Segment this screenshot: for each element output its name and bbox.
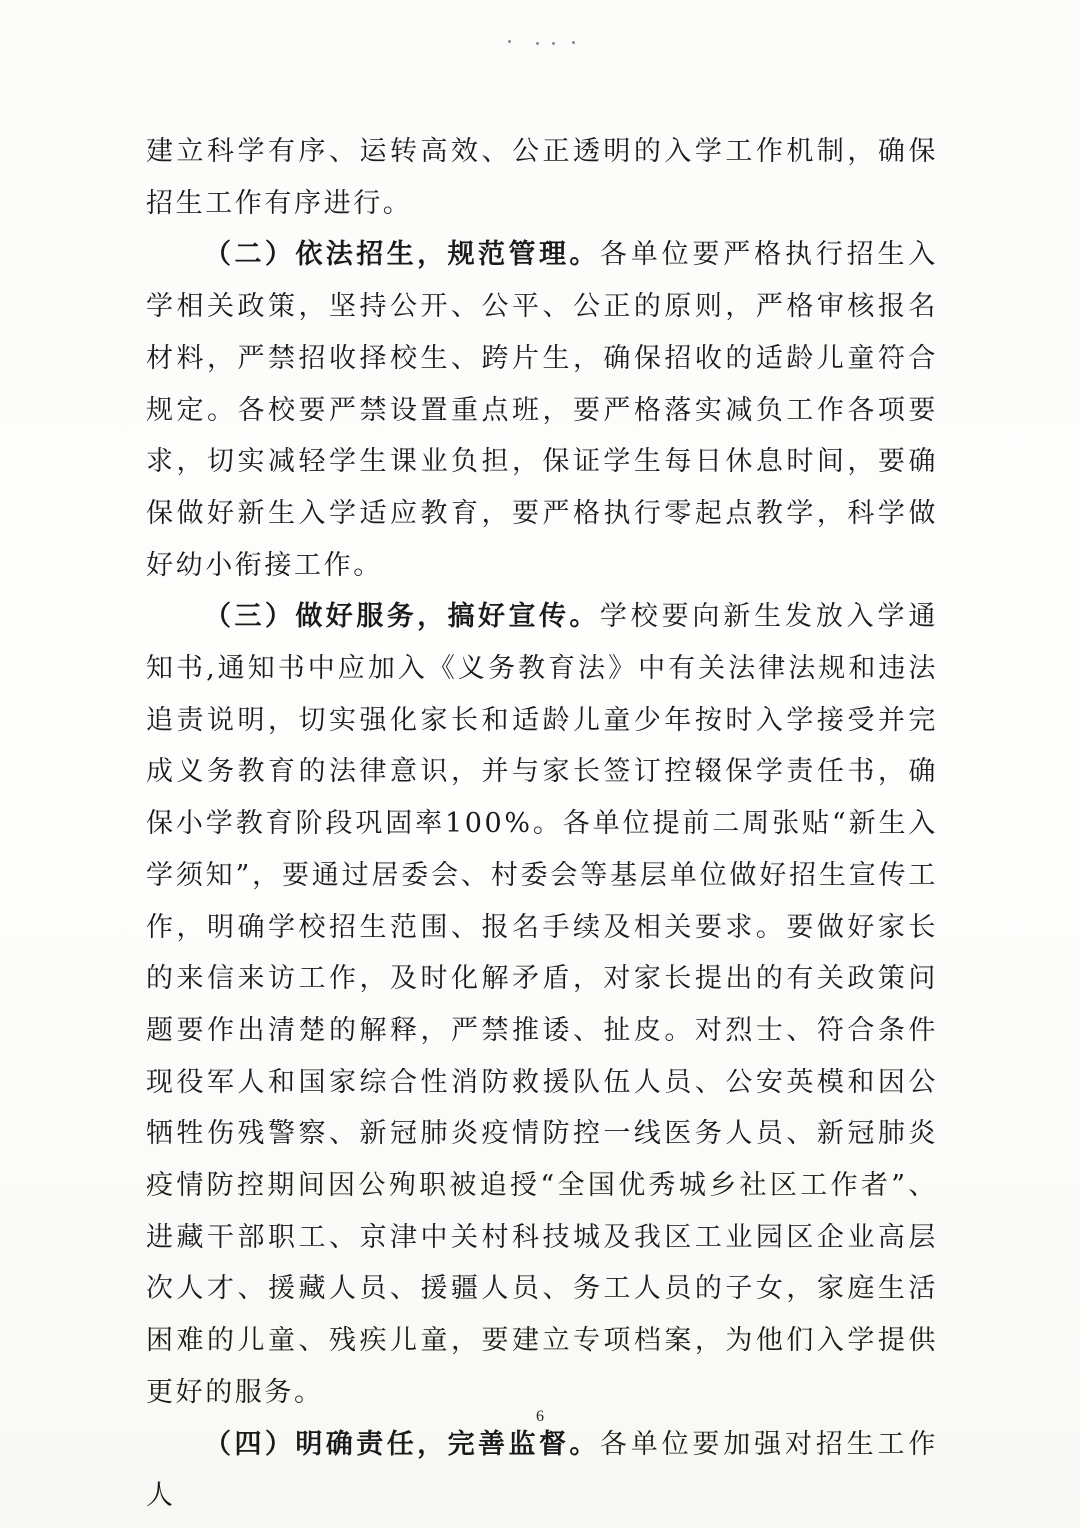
section-heading: （二）依法招生，规范管理。 [204, 239, 600, 271]
section-heading: （三）做好服务，搞好宣传。 [204, 601, 600, 633]
page-number: 6 [536, 1408, 544, 1425]
section-heading: （四）明确责任，完善监督。 [204, 1428, 600, 1460]
paragraph-text: 学校要向新生发放入学通知书,通知书中应加入《义务教育法》中有关法律法规和违法追责说明，切实强化家长和适龄儿童少年按时入学接受并完成义务教育的法律意识，并与家长签订控辍保学责任书，确保小学教育阶段巩固率100%。各单位提前二周张贴“新生入学须知”，要通过居委会、村委会等基层单位做好招生宣传工作，明确学校招生范围、报名手续及相关要求。要做好家长的来信来访工作，及时化解矛盾，对家长提出的有关政策问题要作出清楚的解释，严禁推诿、扯皮。对烈士、符合条件现役军人和国家综合性消防救援队伍人员、公安英模和因公牺牲伤残警察、新冠肺炎疫情防控一线医务人员、新冠肺炎疫情防控期间因公殉职被追授“全国优秀城乡社区工作者”、进藏干部职工、京津中关村科技城及我区工业园区企业高层次人才、援藏人员、援疆人员、务工人员的子女，家庭生活困难的儿童、残疾儿童，要建立专项档案，为他们入学提供更好的服务。 [146, 601, 938, 1408]
paragraph-text: 各单位要加强对招生工作人 [146, 1428, 938, 1512]
paragraph-continuation [146, 126, 938, 229]
paragraph-text: 建立科学有序、运转高效、公正透明的入学工作机制，确保招生工作有序进行。 [146, 136, 938, 219]
paragraph-section-4 [146, 1419, 938, 1522]
paragraph-section-3 [146, 591, 938, 1418]
paragraph-text: 各单位要严格执行招生入学相关政策，坚持公开、公平、公正的原则，严格审核报名材料，严禁招收择校生、跨片生，确保招收的适龄儿童符合规定。各校要严禁设置重点班，要严格落实减负工作各项要求，切实减轻学生课业负担，保证学生每日休息时间，要确保做好新生入学适应教育，要严格执行零起点教学，科学做好幼小衔接工作。 [146, 239, 938, 581]
scan-artifact-dots [508, 38, 578, 48]
paragraph-section-2 [146, 229, 938, 591]
document-body [146, 126, 938, 1522]
